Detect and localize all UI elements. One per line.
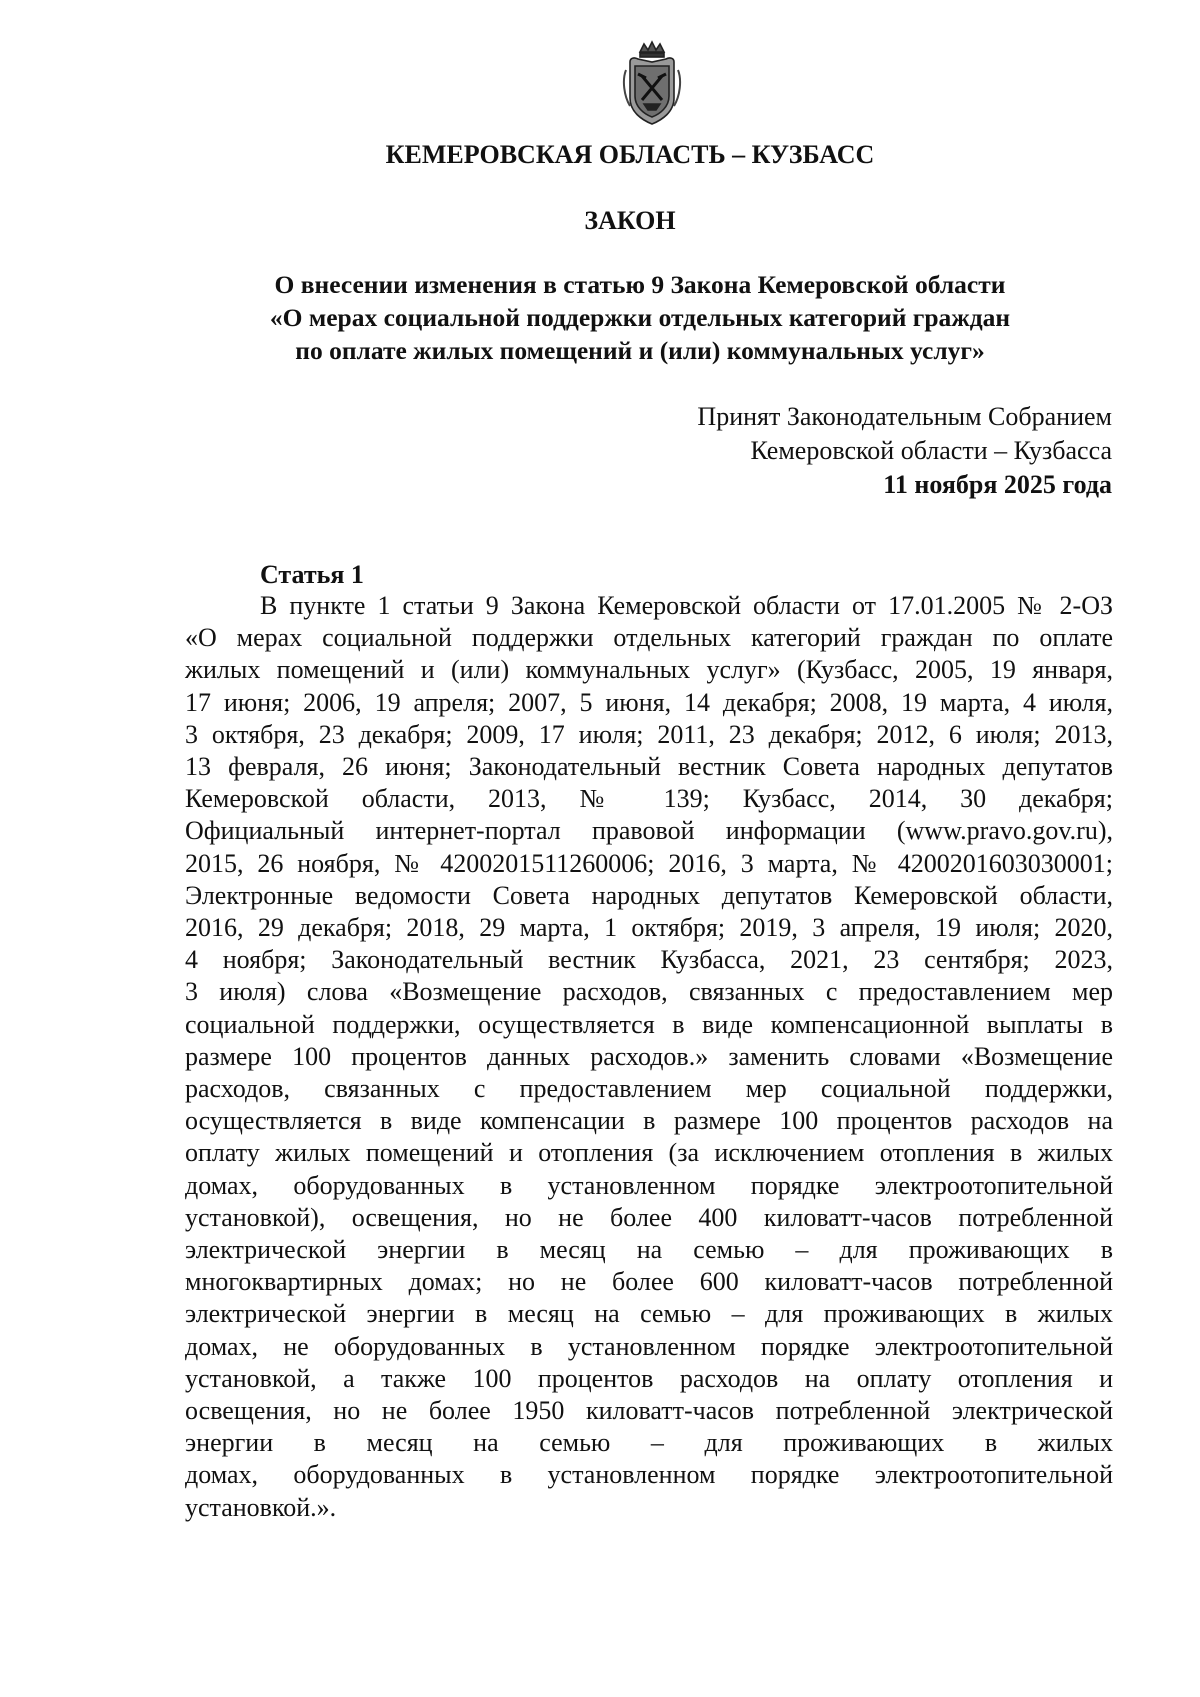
body-line: 17 июня; 2006, 19 апреля; 2007, 5 июня, 14 декабря; 2008, 19 марта, 4 июля, bbox=[185, 687, 1113, 717]
article-1-heading: Статья 1 bbox=[260, 560, 364, 589]
body-line: размере 100 процентов данных расходов.» заменить словами «Возмещение bbox=[185, 1041, 1113, 1071]
body-line: 2015, 26 ноября, № 4200201511260006; 2016, 3 марта, № 4200201603030001; bbox=[185, 848, 1113, 878]
law-title-line: по оплате жилых помещений и (или) коммунальных услуг» bbox=[295, 336, 985, 365]
body-line: освещения, но не более 1950 киловатт-часов потребленной электрической bbox=[185, 1396, 1113, 1426]
body-line: Кемеровской области, 2013, № 139; Кузбасс, 2014, 30 декабря; bbox=[185, 784, 1113, 814]
body-line: расходов, связанных с предоставлением мер социальной поддержки, bbox=[185, 1074, 1113, 1104]
law-title-line: О внесении изменения в статью 9 Закона Кемеровской области bbox=[274, 270, 1006, 299]
body-line: энергии в месяц на семью – для проживающих в жилых bbox=[185, 1428, 1113, 1458]
body-line: 3 июля) слова «Возмещение расходов, связанных с предоставлением мер bbox=[185, 977, 1113, 1007]
body-line: домах, оборудованных в установленном порядке электроотопительной bbox=[185, 1170, 1113, 1200]
adoption-line: Кемеровской области – Кузбасса bbox=[750, 436, 1112, 465]
body-line: 4 ноября; Законодательный вестник Кузбасса, 2021, 23 сентября; 2023, bbox=[185, 945, 1113, 975]
body-line: 13 февраля, 26 июня; Законодательный вестник Совета народных депутатов bbox=[185, 752, 1113, 782]
region-name: КЕМЕРОВСКАЯ ОБЛАСТЬ – КУЗБАСС bbox=[385, 140, 875, 169]
body-line: Официальный интернет-портал правовой информации (www.pravo.gov.ru), bbox=[185, 816, 1113, 846]
article-1-body bbox=[185, 590, 1113, 1524]
body-line: установкой, а также 100 процентов расходов на оплату отопления и bbox=[185, 1363, 1113, 1393]
body-line: жилых помещений и (или) коммунальных услуг» (Кузбасс, 2005, 19 января, bbox=[185, 655, 1113, 685]
body-line: электрической энергии в месяц на семью – для проживающих в жилых bbox=[185, 1299, 1113, 1329]
document-type: ЗАКОН bbox=[584, 206, 676, 235]
body-line: осуществляется в виде компенсации в размере 100 процентов расходов на bbox=[185, 1106, 1113, 1136]
body-line: «О мерах социальной поддержки отдельных категорий граждан по оплате bbox=[185, 623, 1113, 653]
body-line: В пункте 1 статьи 9 Закона Кемеровской области от 17.01.2005 № 2-ОЗ bbox=[260, 591, 1113, 620]
adoption-block bbox=[697, 400, 1112, 502]
body-line: домах, оборудованных в установленном порядке электроотопительной bbox=[185, 1460, 1113, 1490]
law-title-line: «О мерах социальной поддержки отдельных категорий граждан bbox=[269, 303, 1011, 332]
coat-of-arms-icon bbox=[620, 40, 684, 126]
body-line: установкой.». bbox=[185, 1492, 337, 1522]
body-line: электрической энергии в месяц на семью – для проживающих в bbox=[185, 1235, 1113, 1265]
body-line: домах, не оборудованных в установленном порядке электроотопительной bbox=[185, 1331, 1113, 1361]
adoption-date: 11 ноября 2025 года bbox=[883, 470, 1112, 499]
body-line: многоквартирных домах; но не более 600 киловатт-часов потребленной bbox=[185, 1267, 1113, 1297]
body-line: установкой), освещения, но не более 400 киловатт-часов потребленной bbox=[185, 1202, 1113, 1232]
adoption-line: Принят Законодательным Собранием bbox=[697, 402, 1112, 431]
law-title bbox=[200, 268, 1080, 367]
body-line: 2016, 29 декабря; 2018, 29 марта, 1 октября; 2019, 3 апреля, 19 июля; 2020, bbox=[185, 913, 1113, 943]
body-line: 3 октября, 23 декабря; 2009, 17 июля; 2011, 23 декабря; 2012, 6 июля; 2013, bbox=[185, 719, 1113, 749]
body-line: социальной поддержки, осуществляется в виде компенсационной выплаты в bbox=[185, 1009, 1113, 1039]
body-line: оплату жилых помещений и отопления (за исключением отопления в жилых bbox=[185, 1138, 1113, 1168]
body-line: Электронные ведомости Совета народных депутатов Кемеровской области, bbox=[185, 880, 1113, 910]
